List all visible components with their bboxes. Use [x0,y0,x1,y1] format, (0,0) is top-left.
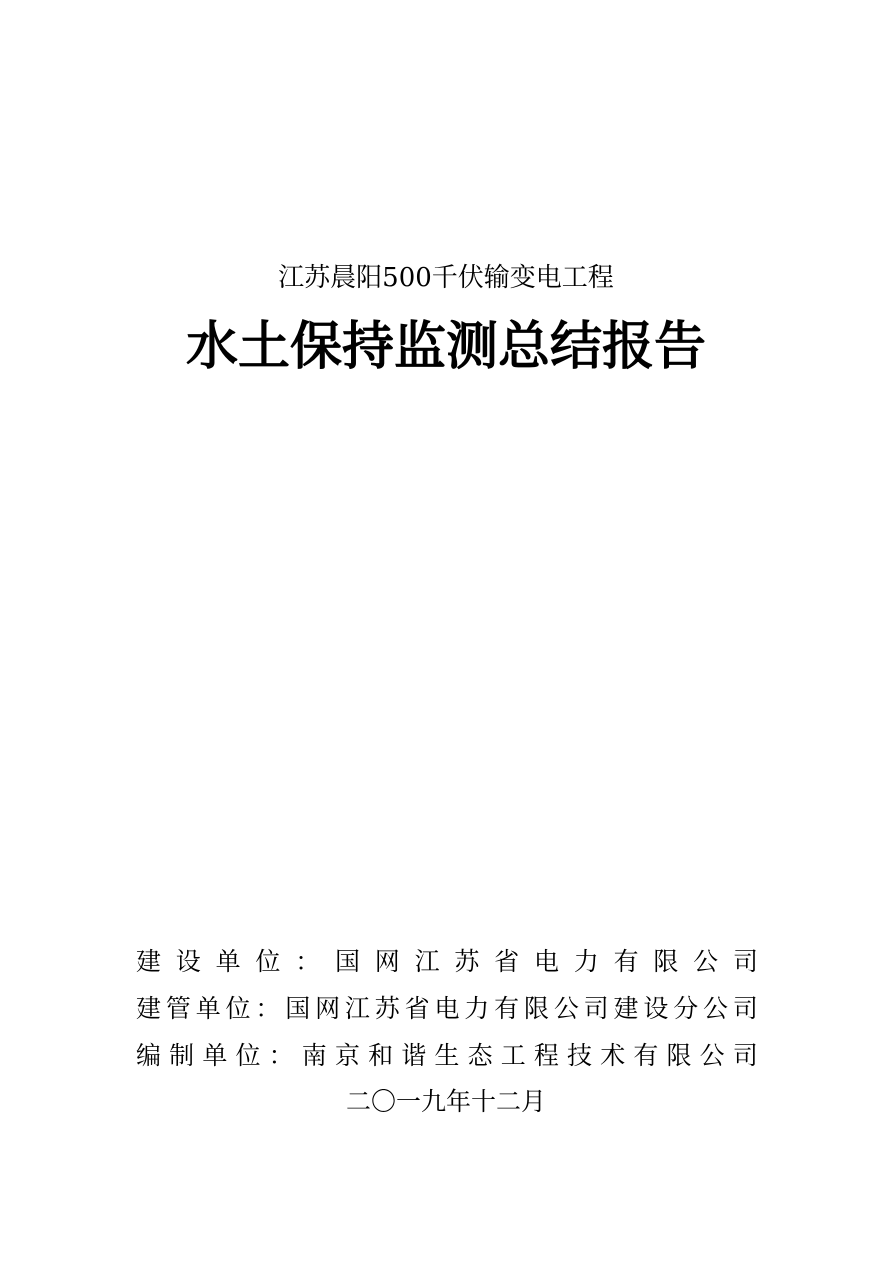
line-char: 设 [643,994,669,1023]
line-char: 制 [169,1041,195,1070]
line-char: 单 [195,994,221,1023]
line-char: 力 [573,947,599,976]
line-char: 有 [494,994,520,1023]
line-char: 限 [666,1041,692,1070]
line-char: 南 [301,1041,327,1070]
line-char: ： [295,947,321,976]
line-char: 建 [136,994,162,1023]
line-char: 术 [600,1041,626,1070]
line-char: 编 [136,1041,162,1070]
line-char: 谐 [401,1041,427,1070]
line-char: 程 [533,1041,559,1070]
line-char: 司 [732,1041,758,1070]
line-char: 设 [175,947,201,976]
line-char: 工 [500,1041,526,1070]
construction-unit-line [136,942,758,982]
line-char: 司 [732,947,758,976]
project-subtitle: 江苏晨阳500千伏输变电工程 [278,263,614,293]
line-char: 有 [613,947,639,976]
line-char: 京 [334,1041,360,1070]
management-unit-line [136,989,758,1029]
line-char: 分 [673,994,699,1023]
line-char: 生 [434,1041,460,1070]
line-char: 江 [414,947,440,976]
line-char: 国 [334,947,360,976]
line-char: 电 [533,947,559,976]
line-char: 国 [285,994,311,1023]
line-char: 苏 [374,994,400,1023]
report-title: 水土保持监测总结报告 [185,317,706,377]
line-char: 位 [255,947,281,976]
line-char: 建 [136,947,162,976]
line-char: 省 [404,994,430,1023]
line-char: ： [268,1041,294,1070]
line-char: 公 [693,947,719,976]
line-char: 公 [699,1041,725,1070]
line-char: 电 [434,994,460,1023]
report-date: 二〇一九年十二月 [345,1087,546,1116]
line-char: 单 [202,1041,228,1070]
line-char: 省 [494,947,520,976]
line-char: 限 [653,947,679,976]
compiling-unit-line [136,1036,758,1076]
line-char: 技 [567,1041,593,1070]
line-char: 公 [553,994,579,1023]
line-char: 管 [165,994,191,1023]
line-char: 公 [703,994,729,1023]
line-char: 江 [344,994,370,1023]
line-char: 司 [732,994,758,1023]
line-char: 网 [374,947,400,976]
line-char: 司 [583,994,609,1023]
line-char: 态 [467,1041,493,1070]
line-char: 有 [633,1041,659,1070]
line-char: 网 [315,994,341,1023]
line-char: 和 [368,1041,394,1070]
line-char: 苏 [454,947,480,976]
line-char: 建 [613,994,639,1023]
line-char: 位 [225,994,251,1023]
line-char: 限 [523,994,549,1023]
line-char: ： [255,994,281,1023]
line-char: 单 [215,947,241,976]
line-char: 力 [464,994,490,1023]
line-char: 位 [235,1041,261,1070]
